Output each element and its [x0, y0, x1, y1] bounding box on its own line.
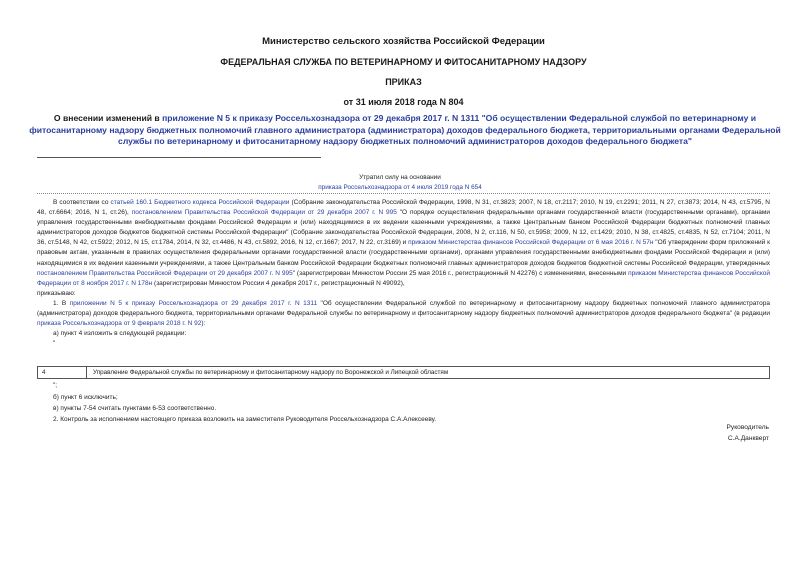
minfin-order-link[interactable]: приказом Министерства финансов Российской Федерации от 6 мая 2016 г. N 57н — [408, 239, 654, 247]
item-2: 2. Контроль за исполнением настоящего приказа возложить на заместителя Руководителя Россельхознадзора С.А.Алексееву. — [53, 416, 437, 423]
budget-code-link[interactable]: статьей 160.1 Бюджетного кодекса Российской Федерации — [110, 199, 290, 206]
table-cell-number — [38, 367, 87, 378]
preamble-text: "О порядке осуществления федеральными органами государственной власти (государственными органами), органами управления государственными внебюджетными фондами Российской Федерации и (или) находящимися в их ведении казенными учреждениями, а также Центральным банком Российской Федерации бюджетных полномочий главных администраторов доходов бюджетов бюджетной системы Российской Федерации" (Собрание законодательства Российской Федерации, 2008, N 2, ст.116, N 50, ст.5958; 2009, N 12, ст.1429; 2010, N 38, ст.4825, ст.4835, N 52, ст.7104; 2011, N 36, ст.5148, N 42, ст.5922; 2012, N 15, ст.1784, 2014, N 32, ст.4486, N 43, ст.5892, 2016, N 12, ст.1667; 2017, N 22, ст.3169) и — [37, 209, 770, 247]
title-prefix: О внесении изменений в — [53, 113, 163, 123]
government-decree-link-2[interactable]: постановлением Правительства Российской Федерации от 29 декабря 2007 г. N 995 — [37, 269, 293, 277]
sub-item-c: в) пункты 7-54 считать пунктами 6-53 соответственно. — [53, 405, 217, 412]
preamble-text: " (зарегистрирован Минюстом России 25 мая 2016 г., регистрационный N 42276) с изменениями, внесенными — [292, 269, 629, 277]
preamble-text: (зарегистрирован Минюстом России 4 декабря 2017 г., регистрационный N 49092), — [152, 279, 405, 287]
sub-item-b: б) пункт 6 исключить; — [53, 394, 118, 401]
revocation-link-line — [200, 184, 600, 191]
table-cell-name — [87, 367, 769, 378]
document-title — [20, 113, 790, 148]
dotted-divider — [37, 193, 770, 194]
signer-position: Руководитель — [726, 424, 769, 431]
item1-text: 1. В — [53, 299, 70, 307]
preamble-text: В соответствии со — [53, 199, 111, 206]
preamble-text: "Об утверждении форм приложений к правовым актам, указанным в правилах осуществления федеральными органами государственной власти (государственными органами), органами управления государственными внебюджетными фондами Российской Федерации и (или) находящимися в их ведении казенными учреждениями, а также Центральным банком Российской Федерации бюджетных полномочий главных администраторов доходов бюджетов бюджетной системы Российской Федерации, утвержденных — [37, 239, 770, 267]
preamble-paragraph — [37, 198, 770, 349]
amendment-order-link[interactable]: приказа Россельхознадзора от 9 февраля 2018 г. N 92 — [37, 320, 202, 328]
appendix-link[interactable]: приложении N 5 к приказу Россельхознадзора от 29 декабря 2017 г. N 1311 — [69, 299, 318, 307]
doc-type-heading: ПРИКАЗ — [385, 77, 422, 87]
title-divider — [37, 157, 321, 158]
government-decree-link[interactable]: постановлением Правительства Российской Федерации от 29 декабря 2007 г. N 995 — [131, 209, 397, 217]
title-link[interactable]: приложение N 5 к приказу Россельхознадзора от 29 декабря 2017 г. N 1311 "Об осуществлении Федеральной службой по ветеринарному и фитосанитарному надзору бюджетных полномочий главного администратора (администратора) доходов федерального бюджета, территориальными органами Федеральной службы по ветеринарному и фитосанитарному надзору бюджетных полномочий администраторов доходов федерального бюджета" — [29, 113, 781, 146]
revocation-link[interactable]: приказа Россельхознадзора от 4 июля 2019 года N 654 — [318, 184, 482, 191]
sub-item-a: а) пункт 4 изложить в следующей редакции: — [53, 330, 187, 338]
quote-open: " — [53, 340, 56, 348]
minfin-amend-order-link[interactable]: приказом Министерства финансов Российской Федерации от 8 ноября 2017 г. N 178н — [37, 269, 771, 287]
item1-text: ): — [201, 320, 206, 328]
row-number: 4 — [42, 369, 46, 376]
row-agency-name: Управление Федеральной службы по ветеринарному и фитосанитарному надзору по Воронежской и Липецкой областям — [93, 369, 449, 376]
revocation-note: Утратил силу на основании — [359, 174, 441, 181]
signer-name: С.А.Данкверт — [727, 435, 769, 442]
item1-text: "Об осуществлении Федеральной службой по ветеринарному и фитосанитарному надзору бюджетных полномочий главного администратора (администратора) доходов федерального бюджета, территориальными органами Федеральной службы по ветеринарному и фитосанитарному надзору бюджетных полномочий администраторов доходов федерального бюджета" (в редакции — [37, 299, 770, 318]
quote-close: "; — [53, 382, 58, 389]
agency-table — [37, 366, 770, 379]
preamble-text: (Собрание законодательства Российской Федерации, 1998, N 31, ст.3823; 2007, N 18, ст.2117; 2010, N 19, ст.2291; 2011, N 27, ст.3873; 2014, N 43, ст.5795, N 48, ст.6664; 2016, N 1, ст.26), — [37, 199, 770, 217]
order-word: приказываю: — [37, 289, 76, 297]
date-number-heading: от 31 июля 2018 года N 804 — [343, 97, 464, 107]
service-heading: ФЕДЕРАЛЬНАЯ СЛУЖБА ПО ВЕТЕРИНАРНОМУ И ФИТОСАНИТАРНОМУ НАДЗОРУ — [220, 57, 587, 67]
ministry-heading: Министерство сельского хозяйства Российской Федерации — [262, 36, 545, 47]
